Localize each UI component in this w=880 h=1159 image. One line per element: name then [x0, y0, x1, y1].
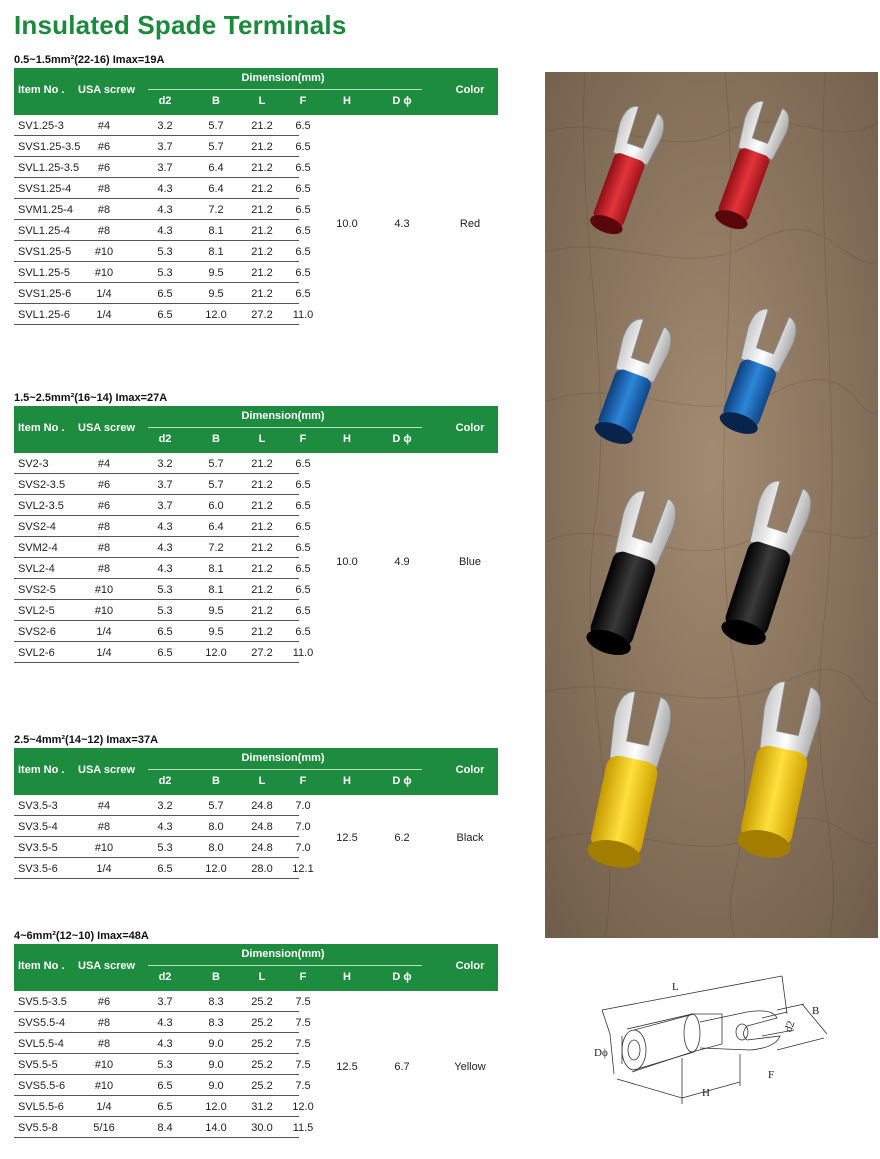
cell-d2: 4.3	[157, 521, 173, 533]
header-b: B	[212, 775, 220, 787]
cell-b: 5.7	[208, 800, 224, 812]
cell-f: 6.5	[295, 605, 311, 617]
cell-d2: 5.3	[157, 584, 173, 596]
cell-usa-screw: #8	[97, 1038, 111, 1050]
cell-item-no: SVL1.25-5	[18, 267, 70, 279]
cell-f: 6.5	[295, 542, 311, 554]
header-h: H	[343, 433, 351, 445]
header-h: H	[343, 95, 351, 107]
cell-f: 7.5	[295, 1080, 311, 1092]
header-dimension: Dimension(mm)	[241, 948, 325, 960]
cell-usa-screw: #6	[97, 500, 111, 512]
cell-item-no: SVL2-3.5	[18, 500, 64, 512]
cell-d2: 3.2	[157, 120, 173, 132]
merged-h-value: 12.5	[336, 1061, 358, 1073]
cell-item-no: SV3.5-3	[18, 800, 58, 812]
cell-d2: 6.5	[157, 647, 173, 659]
cell-item-no: SVS5.5-6	[18, 1080, 66, 1092]
cell-f: 6.5	[295, 626, 311, 638]
cell-d2: 6.5	[157, 288, 173, 300]
cell-item-no: SV3.5-6	[18, 863, 58, 875]
header-f: F	[299, 971, 307, 983]
cell-item-no: SVS2-6	[18, 626, 56, 638]
cell-b: 8.1	[208, 225, 224, 237]
cell-f: 12.0	[292, 1101, 314, 1113]
cell-d2: 5.3	[157, 605, 173, 617]
header-color: Color	[455, 764, 485, 776]
cell-f: 6.5	[295, 162, 311, 174]
spec-section-3	[14, 732, 498, 879]
header-f: F	[299, 95, 307, 107]
cell-item-no: SV3.5-4	[18, 821, 58, 833]
cell-item-no: SVS1.25-3.5	[18, 141, 81, 153]
cell-item-no: SV1.25-3	[18, 120, 64, 132]
merged-color-value: Blue	[458, 556, 482, 568]
cell-item-no: SVL2-6	[18, 647, 55, 659]
header-d2: d2	[158, 433, 172, 445]
spec-section-2	[14, 390, 498, 663]
cell-l: 21.2	[251, 500, 273, 512]
cell-d2: 6.5	[157, 863, 173, 875]
cell-f: 6.5	[295, 521, 311, 533]
cell-item-no: SV5.5-8	[18, 1122, 58, 1134]
cell-f: 11.0	[292, 647, 314, 659]
header-color: Color	[455, 960, 485, 972]
table-row	[14, 1075, 311, 1096]
header-item-no: Item No .	[18, 764, 65, 776]
cell-usa-screw: 1/4	[96, 309, 112, 321]
header-b: B	[212, 95, 220, 107]
header-color: Color	[455, 422, 485, 434]
diagram-label-F: F	[768, 1069, 775, 1081]
cell-item-no: SV5.5-5	[18, 1059, 58, 1071]
header-item-no: Item No .	[18, 960, 65, 972]
table-row	[14, 115, 311, 136]
cell-f: 7.5	[295, 1017, 311, 1029]
header-item-no: Item No .	[18, 422, 65, 434]
cell-d2: 5.3	[157, 246, 173, 258]
cell-d2: 4.3	[157, 1017, 173, 1029]
cell-item-no: SVS2-5	[18, 584, 56, 596]
cell-d2: 3.7	[157, 141, 173, 153]
cell-item-no: SV5.5-3.5	[18, 996, 67, 1008]
cell-d2: 4.3	[157, 1038, 173, 1050]
table-body	[14, 991, 498, 1138]
cell-f: 7.0	[295, 821, 311, 833]
spec-section-1	[14, 52, 498, 325]
section-heading: 1.5~2.5mm²(16~14) Imax=27A	[14, 392, 168, 404]
cell-f: 7.0	[295, 842, 311, 854]
cell-b: 8.3	[208, 1017, 224, 1029]
table-row	[14, 495, 311, 516]
cell-usa-screw: #10	[94, 842, 114, 854]
cell-l: 21.2	[251, 521, 273, 533]
header-dimension: Dimension(mm)	[241, 752, 325, 764]
cell-b: 9.0	[208, 1038, 224, 1050]
cell-b: 6.4	[208, 521, 224, 533]
cell-l: 25.2	[251, 1059, 273, 1071]
cell-usa-screw: 1/4	[96, 1101, 112, 1113]
cell-l: 21.2	[251, 584, 273, 596]
cell-b: 12.0	[205, 1101, 227, 1113]
spade-terminals-image	[545, 72, 878, 938]
table-header	[14, 406, 498, 453]
cell-f: 12.1	[292, 863, 314, 875]
table-header	[14, 748, 498, 795]
header-b: B	[212, 971, 220, 983]
table-header	[14, 944, 498, 991]
merged-d-value: 4.3	[394, 218, 410, 230]
cell-d2: 3.7	[157, 996, 173, 1008]
cell-d2: 3.2	[157, 800, 173, 812]
table-body	[14, 453, 498, 663]
merged-d-value: 6.2	[394, 832, 410, 844]
cell-l: 21.2	[251, 246, 273, 258]
cell-usa-screw: #8	[97, 225, 111, 237]
cell-d2: 3.7	[157, 162, 173, 174]
table-row	[14, 795, 311, 816]
cell-usa-screw: #10	[94, 605, 114, 617]
table-row	[14, 1033, 311, 1054]
header-l: L	[258, 95, 266, 107]
cell-d2: 3.7	[157, 500, 173, 512]
cell-b: 8.1	[208, 563, 224, 575]
cell-d2: 5.3	[157, 842, 173, 854]
cell-l: 21.2	[251, 120, 273, 132]
cell-f: 7.5	[295, 1038, 311, 1050]
cell-d2: 4.3	[157, 563, 173, 575]
cell-l: 21.2	[251, 563, 273, 575]
cell-usa-screw: #8	[97, 1017, 111, 1029]
cell-l: 21.2	[251, 288, 273, 300]
header-h: H	[343, 775, 351, 787]
cell-item-no: SVS2-4	[18, 521, 56, 533]
cell-f: 6.5	[295, 458, 311, 470]
cell-item-no: SV2-3	[18, 458, 49, 470]
cell-d2: 5.3	[157, 267, 173, 279]
cell-f: 6.5	[295, 563, 311, 575]
cell-f: 6.5	[295, 288, 311, 300]
page-title: Insulated Spade Terminals	[14, 10, 347, 40]
header-l: L	[258, 433, 266, 445]
cell-b: 8.0	[208, 842, 224, 854]
cell-usa-screw: #8	[97, 542, 111, 554]
header-d: D ϕ	[392, 95, 412, 107]
table-row	[14, 1096, 314, 1117]
cell-b: 6.0	[208, 500, 224, 512]
header-d: D ϕ	[392, 971, 412, 983]
cell-f: 6.5	[295, 183, 311, 195]
table-row	[14, 558, 311, 579]
dimension-diagram	[572, 974, 834, 1114]
table-row	[14, 453, 311, 474]
header-b: B	[212, 433, 220, 445]
cell-usa-screw: #8	[97, 183, 111, 195]
section-heading: 4~6mm²(12~10) Imax=48A	[14, 930, 149, 942]
table-row	[14, 283, 311, 304]
header-usa-screw: USA screw	[78, 422, 136, 434]
cell-f: 6.5	[295, 120, 311, 132]
cell-l: 21.2	[251, 458, 273, 470]
diagram-label-L: L	[672, 981, 679, 993]
cell-d2: 6.5	[157, 1101, 173, 1113]
cell-l: 25.2	[251, 1038, 273, 1050]
diagram-label-D: Dϕ	[594, 1047, 608, 1059]
table-body	[14, 115, 498, 325]
table-row	[14, 474, 311, 495]
diagram-label-H: H	[702, 1087, 710, 1099]
cell-f: 6.5	[295, 246, 311, 258]
cell-item-no: SVL2-5	[18, 605, 55, 617]
header-l: L	[258, 971, 266, 983]
cell-l: 21.2	[251, 225, 273, 237]
cell-usa-screw: 1/4	[96, 863, 112, 875]
cell-b: 12.0	[205, 863, 227, 875]
table-row	[14, 199, 311, 220]
cell-d2: 4.3	[157, 542, 173, 554]
merged-color-value: Black	[456, 832, 484, 844]
cell-usa-screw: #6	[97, 141, 111, 153]
header-d: D ϕ	[392, 775, 412, 787]
header-divider	[148, 89, 422, 90]
cell-l: 21.2	[251, 542, 273, 554]
table-row	[14, 1012, 311, 1033]
header-d: D ϕ	[392, 433, 412, 445]
merged-d-value: 4.9	[394, 556, 410, 568]
cell-d2: 6.5	[157, 1080, 173, 1092]
cell-b: 9.5	[208, 626, 224, 638]
table-row	[14, 157, 311, 178]
cell-b: 9.0	[208, 1059, 224, 1071]
table-row	[14, 537, 311, 558]
header-usa-screw: USA screw	[78, 960, 136, 972]
cell-item-no: SVL1.25-4	[18, 225, 70, 237]
cell-l: 21.2	[251, 626, 273, 638]
cell-l: 25.2	[251, 1017, 273, 1029]
cell-f: 6.5	[295, 225, 311, 237]
header-l: L	[258, 775, 266, 787]
cell-usa-screw: 5/16	[93, 1122, 115, 1134]
header-usa-screw: USA screw	[78, 764, 136, 776]
cell-l: 21.2	[251, 605, 273, 617]
cell-l: 21.2	[251, 141, 273, 153]
cell-b: 8.3	[208, 996, 224, 1008]
cell-b: 5.7	[208, 458, 224, 470]
cell-l: 25.2	[251, 996, 273, 1008]
cell-b: 9.0	[208, 1080, 224, 1092]
cell-item-no: SVS2-3.5	[18, 479, 66, 491]
header-dimension: Dimension(mm)	[241, 72, 325, 84]
table-row	[14, 600, 311, 621]
cell-usa-screw: #8	[97, 821, 111, 833]
cell-f: 11.5	[292, 1122, 314, 1134]
cell-usa-screw: #4	[97, 800, 111, 812]
cell-b: 9.5	[208, 605, 224, 617]
section-heading: 2.5~4mm²(14~12) Imax=37A	[14, 734, 159, 746]
cell-b: 14.0	[205, 1122, 227, 1134]
table-row	[14, 178, 311, 199]
cell-d2: 8.4	[157, 1122, 173, 1134]
cell-l: 28.0	[251, 863, 273, 875]
cell-usa-screw: #10	[94, 1080, 114, 1092]
cell-usa-screw: 1/4	[96, 626, 112, 638]
merged-color-value: Red	[459, 218, 481, 230]
cell-b: 8.1	[208, 584, 224, 596]
cell-l: 21.2	[251, 204, 273, 216]
diagram-label-d2: d2	[782, 1019, 798, 1034]
table-row	[14, 837, 311, 858]
cell-b: 8.0	[208, 821, 224, 833]
header-dimension: Dimension(mm)	[241, 410, 325, 422]
merged-h-value: 10.0	[336, 556, 358, 568]
cell-b: 5.7	[208, 479, 224, 491]
cell-d2: 3.7	[157, 479, 173, 491]
header-divider	[148, 769, 422, 770]
header-h: H	[343, 971, 351, 983]
cell-b: 8.1	[208, 246, 224, 258]
cell-f: 6.5	[295, 141, 311, 153]
cell-b: 5.7	[208, 120, 224, 132]
cell-usa-screw: #10	[94, 1059, 114, 1071]
table-row	[14, 858, 314, 879]
table-row	[14, 220, 311, 241]
cell-usa-screw: #8	[97, 563, 111, 575]
cell-item-no: SVS1.25-5	[18, 246, 72, 258]
cell-item-no: SVL1.25-6	[18, 309, 70, 321]
cell-usa-screw: #6	[97, 996, 111, 1008]
cell-b: 9.5	[208, 288, 224, 300]
cell-item-no: SVL2-4	[18, 563, 55, 575]
cell-l: 21.2	[251, 267, 273, 279]
cell-item-no: SVL5.5-6	[18, 1101, 64, 1113]
cell-item-no: SVM1.25-4	[18, 204, 74, 216]
table-row	[14, 621, 311, 642]
cell-usa-screw: #10	[94, 584, 114, 596]
cell-b: 5.7	[208, 141, 224, 153]
cell-usa-screw: #4	[97, 120, 111, 132]
cell-usa-screw: 1/4	[96, 288, 112, 300]
cell-l: 25.2	[251, 1080, 273, 1092]
cell-l: 24.8	[251, 821, 273, 833]
cell-item-no: SVS1.25-4	[18, 183, 72, 195]
table-row	[14, 816, 311, 837]
merged-d-value: 6.7	[394, 1061, 410, 1073]
cell-b: 12.0	[205, 309, 227, 321]
cell-b: 6.4	[208, 162, 224, 174]
section-heading: 0.5~1.5mm²(22-16) Imax=19A	[14, 54, 165, 66]
cell-item-no: SVS1.25-6	[18, 288, 72, 300]
table-row	[14, 1054, 311, 1075]
header-f: F	[299, 433, 307, 445]
cell-l: 24.8	[251, 800, 273, 812]
table-body	[14, 795, 498, 879]
product-photo	[545, 72, 878, 938]
cell-l: 24.8	[251, 842, 273, 854]
cell-usa-screw: #8	[97, 521, 111, 533]
cell-f: 6.5	[295, 267, 311, 279]
cell-l: 27.2	[251, 647, 273, 659]
cell-item-no: SVL1.25-3.5	[18, 162, 80, 174]
table-row	[14, 262, 311, 283]
table-row	[14, 241, 311, 262]
cell-item-no: SVM2-4	[18, 542, 58, 554]
header-color: Color	[455, 84, 485, 96]
table-row	[14, 642, 314, 663]
diagram-label-B: B	[812, 1005, 820, 1017]
cell-d2: 4.3	[157, 225, 173, 237]
cell-usa-screw: #6	[97, 162, 111, 174]
table-header	[14, 68, 498, 115]
cell-b: 7.2	[208, 542, 224, 554]
table-row	[14, 516, 311, 537]
cell-b: 6.4	[208, 183, 224, 195]
cell-b: 9.5	[208, 267, 224, 279]
cell-usa-screw: #6	[97, 479, 111, 491]
header-usa-screw: USA screw	[78, 84, 136, 96]
cell-d2: 4.3	[157, 821, 173, 833]
cell-b: 7.2	[208, 204, 224, 216]
cell-item-no: SV3.5-5	[18, 842, 58, 854]
table-row	[14, 1117, 314, 1138]
merged-h-value: 10.0	[336, 218, 358, 230]
cell-d2: 4.3	[157, 204, 173, 216]
cell-f: 7.5	[295, 1059, 311, 1071]
cell-item-no: SVS5.5-4	[18, 1017, 66, 1029]
cell-usa-screw: #10	[94, 246, 114, 258]
cell-d2: 6.5	[157, 309, 173, 321]
cell-b: 12.0	[205, 647, 227, 659]
cell-f: 6.5	[295, 500, 311, 512]
cell-usa-screw: #10	[94, 267, 114, 279]
header-divider	[148, 427, 422, 428]
cell-usa-screw: #4	[97, 458, 111, 470]
cell-f: 7.0	[295, 800, 311, 812]
cell-f: 6.5	[295, 479, 311, 491]
table-row	[14, 136, 311, 157]
merged-h-value: 12.5	[336, 832, 358, 844]
cell-l: 27.2	[251, 309, 273, 321]
header-d2: d2	[158, 971, 172, 983]
header-item-no: Item No .	[18, 84, 65, 96]
table-row	[14, 304, 314, 325]
cell-item-no: SVL5.5-4	[18, 1038, 64, 1050]
cell-d2: 6.5	[157, 626, 173, 638]
header-d2: d2	[158, 775, 172, 787]
cell-usa-screw: 1/4	[96, 647, 112, 659]
header-d2: d2	[158, 95, 172, 107]
cell-f: 7.5	[295, 996, 311, 1008]
cell-l: 21.2	[251, 183, 273, 195]
cell-d2: 3.2	[157, 458, 173, 470]
cell-d2: 4.3	[157, 183, 173, 195]
cell-d2: 5.3	[157, 1059, 173, 1071]
cell-l: 21.2	[251, 479, 273, 491]
header-f: F	[299, 775, 307, 787]
cell-usa-screw: #8	[97, 204, 111, 216]
cell-f: 11.0	[292, 309, 314, 321]
cell-f: 6.5	[295, 584, 311, 596]
cell-l: 30.0	[251, 1122, 273, 1134]
header-divider	[148, 965, 422, 966]
cell-f: 6.5	[295, 204, 311, 216]
table-row	[14, 579, 311, 600]
spec-section-4	[14, 928, 498, 1138]
cell-l: 21.2	[251, 162, 273, 174]
table-row	[14, 991, 311, 1012]
cell-l: 31.2	[251, 1101, 273, 1113]
merged-color-value: Yellow	[454, 1061, 486, 1073]
